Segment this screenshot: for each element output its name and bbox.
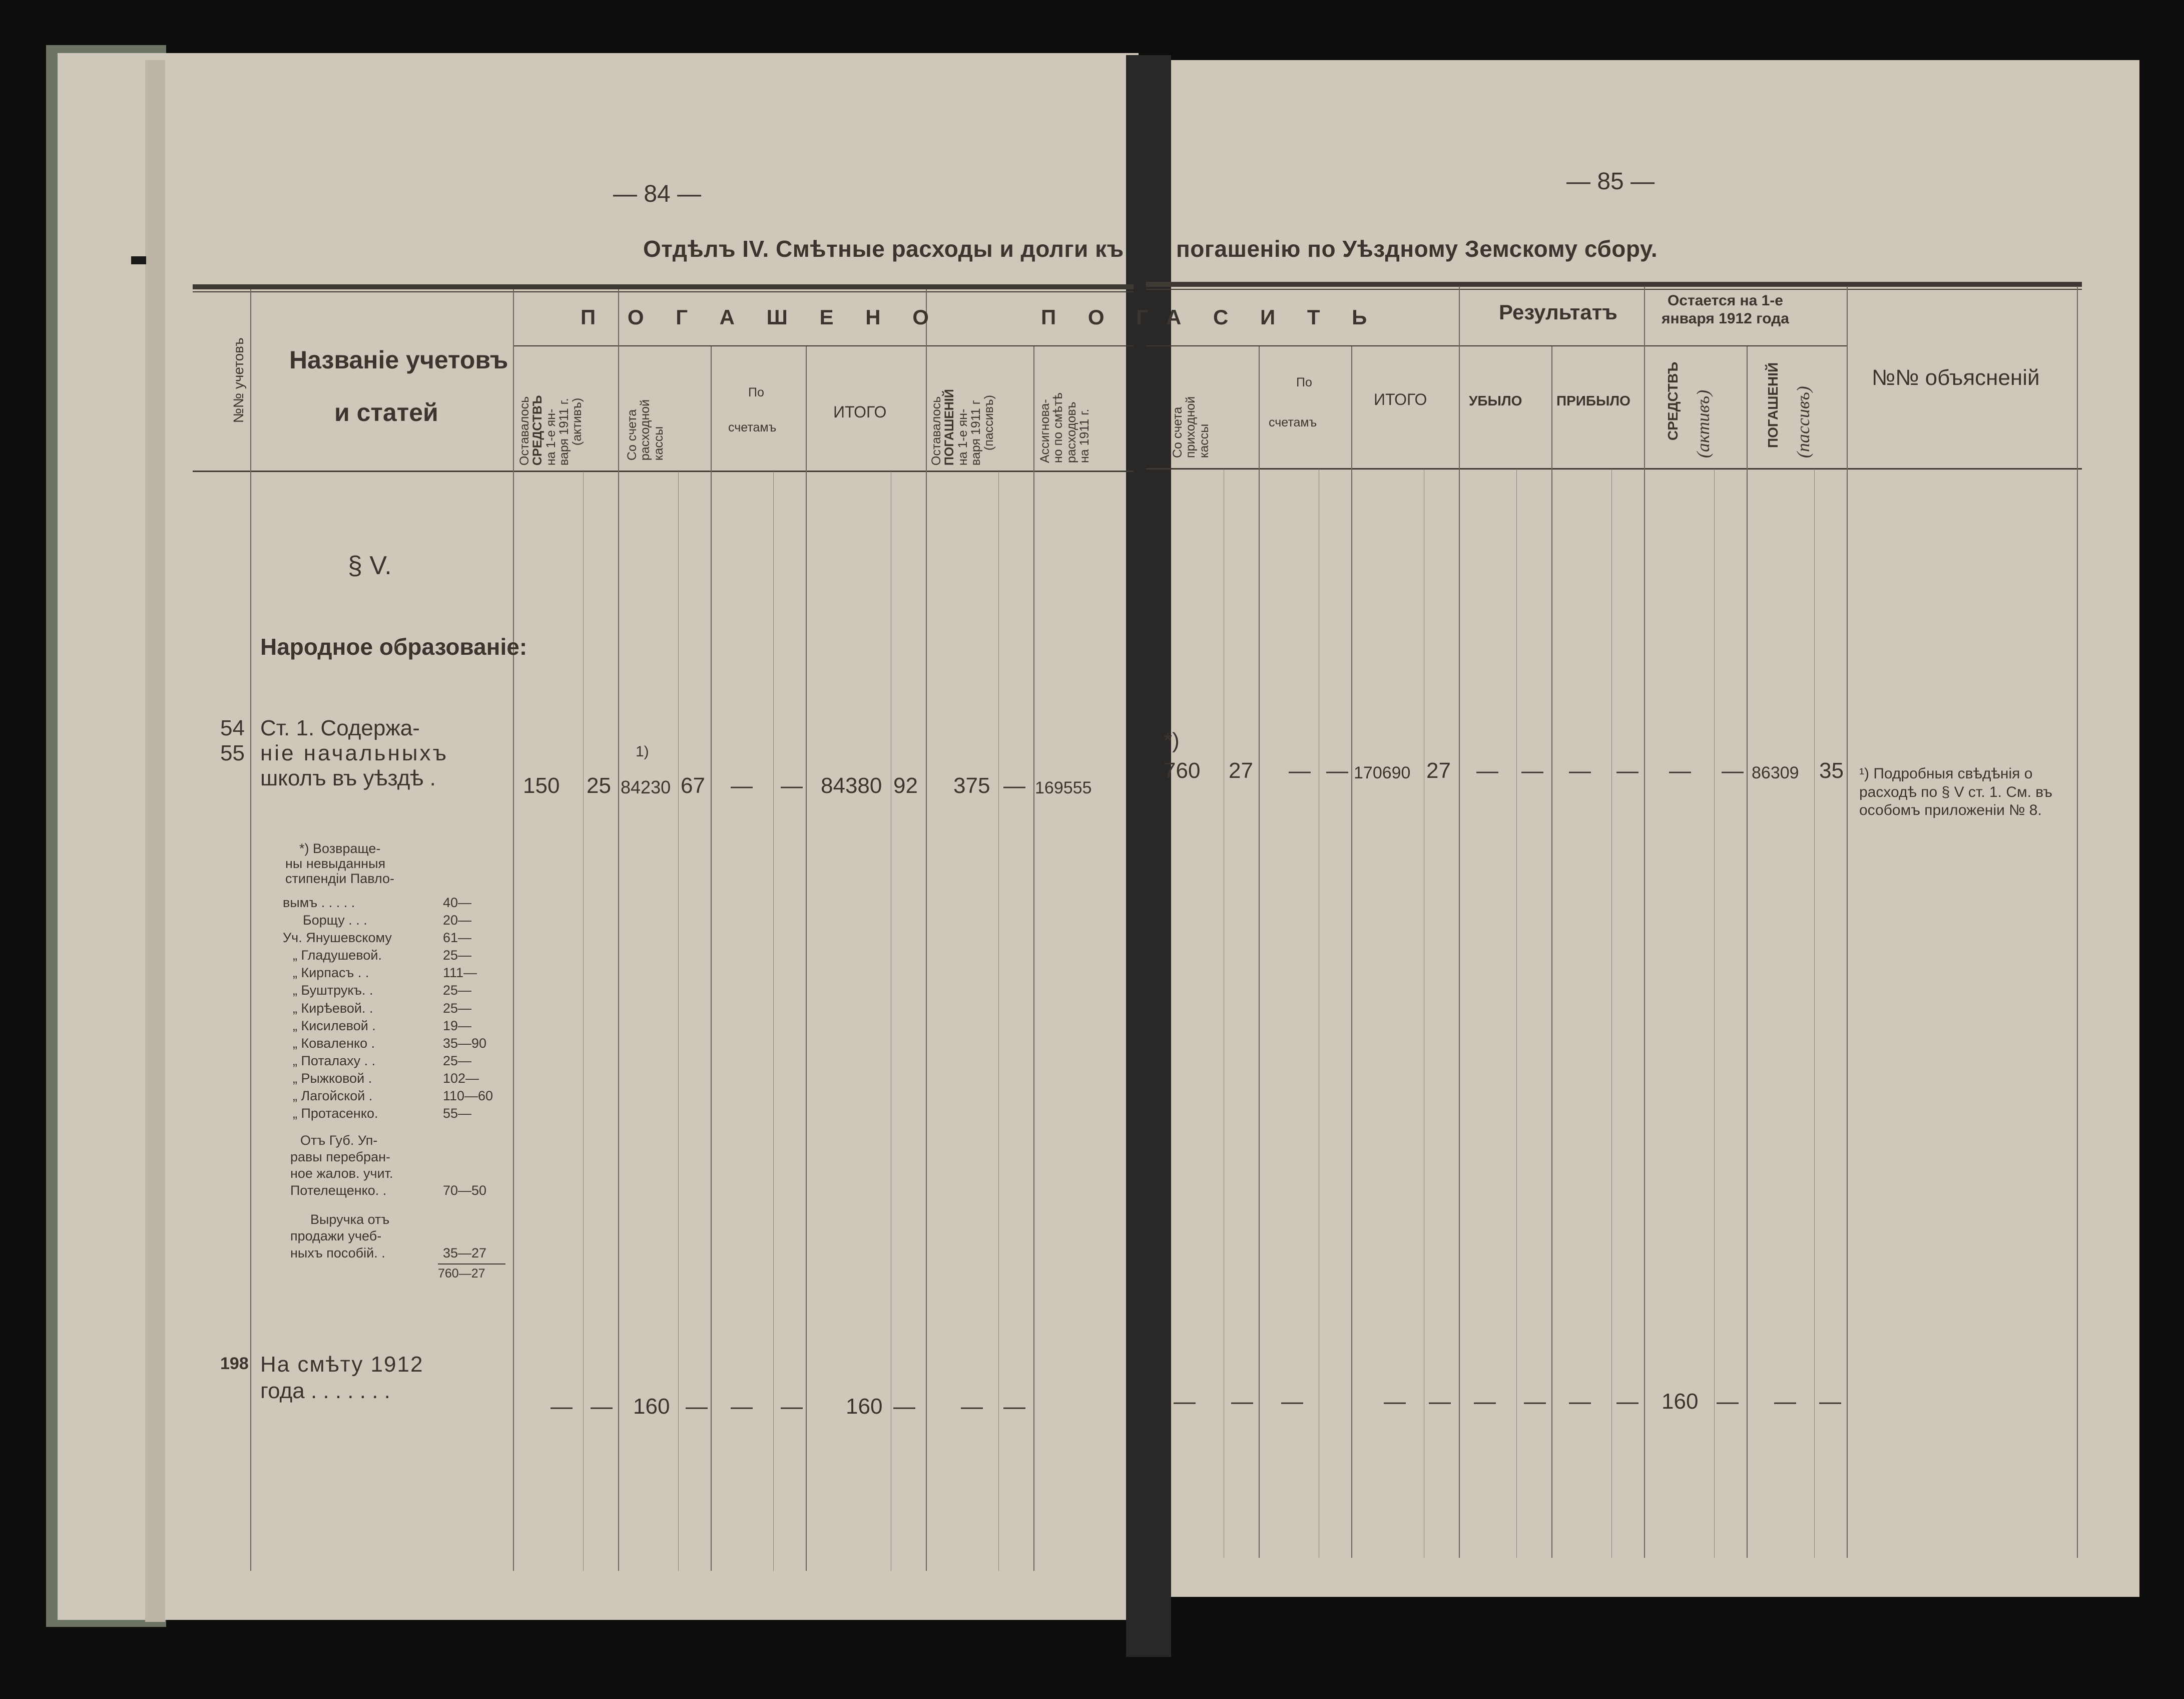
row1-paid-total-rub: 84380 xyxy=(821,773,882,798)
row2-decreased-kop: — xyxy=(1524,1389,1546,1414)
margin-marker xyxy=(131,256,146,264)
footnote-intro: *) Возвраще- ны невыданныя стипендіи Павло- xyxy=(285,841,395,887)
row1-cash-rub: 760 xyxy=(1164,758,1201,783)
row1-paid-accounts-rub: — xyxy=(731,773,753,798)
row2-name: На смѣту 1912 года . . . . . . . xyxy=(260,1352,424,1403)
header-group-paid: П О Г А Ш Е Н О xyxy=(581,305,942,329)
row1-decreased-rub: — xyxy=(1476,758,1498,783)
header-increased: ПРИБЫЛО xyxy=(1556,393,1630,408)
row2-topay-remaining-rub: — xyxy=(961,1394,983,1419)
row2-increased-rub: — xyxy=(1569,1389,1591,1414)
row1-funds-rub: — xyxy=(1669,758,1691,783)
header-col-name-2: и статей xyxy=(334,398,438,427)
footnote-total: 760—27 xyxy=(438,1266,485,1281)
row1-paid-remaining-kop: 25 xyxy=(587,773,611,798)
row1-decreased-kop: — xyxy=(1521,758,1543,783)
row2-paid-remaining-kop: — xyxy=(591,1394,613,1419)
row1-increased-rub: — xyxy=(1569,758,1591,783)
cents-line xyxy=(1611,469,1612,1558)
row1-accounts-rub: — xyxy=(1289,758,1311,783)
row2-debts-kop: — xyxy=(1819,1389,1841,1414)
page-stack-edge xyxy=(145,60,165,1622)
header-bottom-rule-left xyxy=(193,471,1134,472)
footnote-extra2-name: ныхъ пособій. . xyxy=(290,1245,385,1260)
footnote-item: „ Гладушевой. 25— xyxy=(293,948,472,963)
row2-paid-total-rub: 160 xyxy=(846,1394,883,1419)
row1-cash-ref: *) xyxy=(1164,728,1180,753)
header-accounts-1: По xyxy=(1296,375,1312,389)
row1-paid-total-kop: 92 xyxy=(893,773,918,798)
row2-number: 198 xyxy=(220,1354,249,1373)
header-paid-cash: Со счета расходной кассы xyxy=(625,399,666,461)
top-rule-right-thin xyxy=(1146,289,2082,290)
cents-line xyxy=(1714,469,1715,1558)
col-line xyxy=(1551,346,1552,1558)
col-line xyxy=(711,346,712,1571)
footnote-extra1-amount: 70—50 xyxy=(443,1183,487,1198)
row1-topay-assigned: 169555 xyxy=(1035,778,1092,797)
row1-accounts-kop: — xyxy=(1326,758,1348,783)
row2-cash-kop: — xyxy=(1231,1389,1253,1414)
row1-number-1: 54 xyxy=(220,716,245,740)
row1-increased-kop: — xyxy=(1616,758,1639,783)
row1-funds-kop: — xyxy=(1722,758,1744,783)
cents-line xyxy=(678,472,679,1571)
book-binding xyxy=(1126,55,1171,1657)
header-group-topay-part1: П О Г xyxy=(1041,305,1162,329)
footnote-item: вымъ . . . . . 40— xyxy=(283,895,472,910)
row1-debts-kop: 35 xyxy=(1819,758,1844,783)
page-title-right: погашенію по Уѣздному Земскому сбору. xyxy=(1176,236,1658,262)
footnote-item: „ Рыжковой . 102— xyxy=(293,1070,479,1086)
row1-paid-remaining-rub: 150 xyxy=(523,773,560,798)
header-group-result: Результатъ xyxy=(1499,300,1617,324)
row1-total-kop: 27 xyxy=(1426,758,1451,783)
col-line xyxy=(1747,346,1748,1558)
row1-paid-cash-ref: 1) xyxy=(636,743,649,760)
row2-paid-accounts-rub: — xyxy=(731,1394,753,1419)
footnote-item: „ Коваленко . 35—90 xyxy=(293,1035,487,1051)
header-funds-note: (активъ) xyxy=(1693,389,1713,458)
header-paid-remaining: Оставалось СРЕДСТВЪ на 1-е ян- варя 1911 г. (активъ) xyxy=(517,395,584,466)
header-funds: СРЕДСТВЪ xyxy=(1665,361,1681,441)
col-line xyxy=(618,289,619,1571)
footnote-item: „ Поталаху . . 25— xyxy=(293,1053,472,1068)
header-col-explanations: №№ объясненій xyxy=(1872,365,2040,390)
header-decreased: УБЫЛО xyxy=(1469,393,1522,408)
row1-name: Ст. 1. Содержа- ніе начальныхъ школъ въ уѣздѣ . xyxy=(260,716,448,791)
row1-explanation: ¹) Подробныя свѣдѣнія о расходѣ по § V ст. 1. См. въ особомъ приложеніи № 8. xyxy=(1859,765,2053,819)
header-accounts-2: счетамъ xyxy=(1269,415,1317,430)
footnote-extra1-name: Потелещенко. . xyxy=(290,1183,387,1198)
footnote-item: Борщу . . . 20— xyxy=(303,913,472,928)
section-subtitle: Народное образованіе: xyxy=(260,634,527,660)
col-line xyxy=(926,289,927,1571)
header-debts-note: (пассивъ) xyxy=(1793,386,1813,458)
header-paid-accounts-2: счетамъ xyxy=(728,420,777,435)
cents-line xyxy=(773,472,774,1571)
footnote-item: „ Кисилевой . 19— xyxy=(293,1018,472,1033)
cents-line xyxy=(998,472,999,1571)
col-line xyxy=(1644,286,1645,1558)
row1-topay-remaining-kop: — xyxy=(1003,773,1025,798)
header-col-number: №№ учетовъ xyxy=(231,337,246,423)
col-line xyxy=(2077,286,2078,1558)
header-cash: Со счета приходной кассы xyxy=(1171,396,1211,458)
page-number-right: — 85 — xyxy=(1566,168,1655,195)
col-line xyxy=(1351,346,1352,1558)
header-debts: ПОГАШЕНІЙ xyxy=(1765,362,1781,448)
header-bottom-rule-right xyxy=(1146,468,2082,470)
footnote-items xyxy=(283,894,508,1122)
col-line xyxy=(806,346,807,1571)
header-paid-total: ИТОГО xyxy=(833,403,887,421)
col-line xyxy=(513,289,514,1571)
row2-debts-rub: — xyxy=(1774,1389,1796,1414)
footnote-extra2: Выручка отъ продажи учеб- xyxy=(290,1212,390,1243)
footnote-extra2-amount: 35—27 xyxy=(443,1245,487,1260)
row2-accounts: — xyxy=(1281,1389,1303,1414)
header-paid-accounts-1: По xyxy=(748,385,764,399)
footnote-sum-line xyxy=(438,1263,505,1264)
col-line xyxy=(1033,346,1034,1571)
cents-line xyxy=(583,472,584,1571)
row2-topay-remaining-kop: — xyxy=(1003,1394,1025,1419)
row1-paid-cash-kop: 67 xyxy=(681,773,705,798)
footnote-item: „ Лагойской . 110—60 xyxy=(293,1088,493,1104)
col-line xyxy=(250,289,251,1571)
page-number-left: — 84 — xyxy=(613,181,702,207)
row1-cash-kop: 27 xyxy=(1229,758,1253,783)
row1-debts-rub: 86309 xyxy=(1752,763,1799,782)
row2-decreased-rub: — xyxy=(1474,1389,1496,1414)
row1-paid-cash-rub: 84230 xyxy=(621,777,671,797)
row2-paid-remaining-rub: — xyxy=(551,1394,573,1419)
row1-total-rub: 170690 xyxy=(1354,763,1411,782)
footnote-item: Уч. Янушевскому 61— xyxy=(283,930,472,946)
row2-cash-rub: — xyxy=(1174,1389,1196,1414)
row2-increased-kop: — xyxy=(1616,1389,1639,1414)
top-rule-left xyxy=(193,284,1134,289)
cents-line xyxy=(1516,469,1517,1558)
header-topay-assigned: Ассигнова- но по смѣтѣ расходовъ на 1911 г. xyxy=(1038,392,1091,463)
row2-paid-accounts-kop: — xyxy=(781,1394,803,1419)
cents-line xyxy=(1814,469,1815,1558)
group-rule-left xyxy=(513,345,1134,346)
row2-paid-cash-rub: 160 xyxy=(633,1394,670,1419)
row2-paid-total-kop: — xyxy=(893,1394,915,1419)
row1-number-2: 55 xyxy=(220,741,245,765)
footnote-item: „ Буштрукъ. . 25— xyxy=(293,983,472,998)
header-topay-remaining: Оставалось ПОГАШЕНІЙ на 1-е ян- варя 1911 г (пассивъ) xyxy=(929,389,996,466)
right-page xyxy=(1144,60,2139,1597)
group-rule-right xyxy=(1146,345,1847,346)
col-line xyxy=(1847,286,1848,1558)
footnote-item: „ Протасенко. 55— xyxy=(293,1106,472,1121)
row2-total-rub: — xyxy=(1384,1389,1406,1414)
row2-total-kop: — xyxy=(1429,1389,1451,1414)
row1-topay-remaining-rub: 375 xyxy=(953,773,990,798)
header-group-remains: Остается на 1-е января 1912 года xyxy=(1662,292,1789,327)
top-rule-right xyxy=(1146,282,2082,287)
row1-paid-accounts-kop: — xyxy=(781,773,803,798)
col-line xyxy=(1259,346,1260,1558)
col-line xyxy=(1459,286,1460,1558)
footnote-item: „ Кирпасъ . . 111— xyxy=(293,965,477,981)
header-group-topay-part2: А С И Т Ь xyxy=(1166,305,1380,329)
header-total: ИТОГО xyxy=(1374,390,1427,408)
page-title-left: Отдѣлъ IV. Смѣтные расходы и долги къ xyxy=(643,236,1124,262)
top-rule-left-thin xyxy=(193,291,1134,292)
header-col-name-1: Названіе учетовъ xyxy=(289,346,508,374)
row2-funds-rub: 160 xyxy=(1662,1389,1699,1414)
section-title: § V. xyxy=(348,551,392,580)
footnote-item: „ Кирѣевой. . 25— xyxy=(293,1000,472,1016)
row2-paid-cash-kop: — xyxy=(686,1394,708,1419)
footnote-extra1: Отъ Губ. Уп- равы перебран- ное жалов. учит. xyxy=(290,1133,393,1181)
row2-funds-kop: — xyxy=(1717,1389,1739,1414)
